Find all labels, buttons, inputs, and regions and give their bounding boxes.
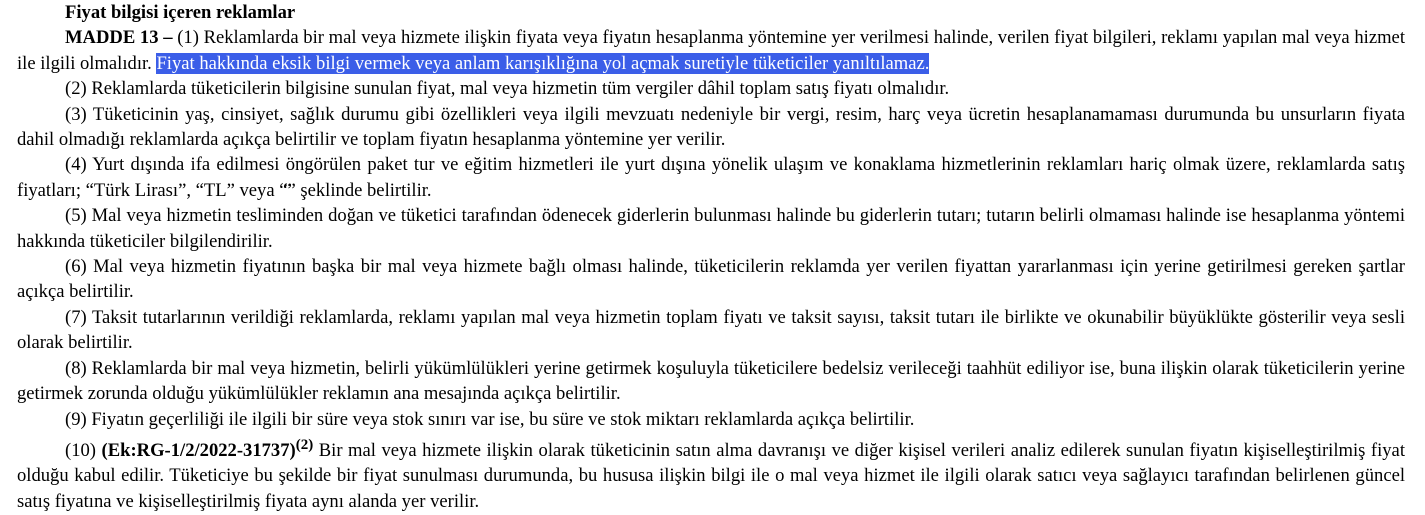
paragraph-4: (4) Yurt dışında ifa edilmesi öngörülen paket tur ve eğitim hizmetleri ile yurt dışına yönelik ulaşım ve konaklama hizmetlerinin reklamları hariç olmak üzere, reklamlarda satış fiyatları; “Türk Lirası”, “TL” veya “̈” şeklinde belirtilir. xyxy=(17,154,1405,201)
paragraph-9: (9) Fiyatın geçerliliği ile ilgili bir süre veya stok sınırı var ise, bu süre ve stok miktarı reklamlarda açıkça belirtilir. xyxy=(65,408,915,430)
paragraph-10-text: Bir mal veya hizmete ilişkin olarak tüketicinin satın alma davranışı ve diğer kişisel verileri analiz edilerek sunulan fiyatın kişiselleştirilmiş fiyat olduğu kabul edilir. Tüketiciye bu şekilde bir fiyat sunulması durumunda, bu hususa ilişkin bilgi ile o mal veya hizmet ile ilgili olarak satıcı veya sağlayıcı tarafından belirlenen güncel satış fiyatına ve kişiselleştirilmiş fiyata aynı alanda yer verilir. xyxy=(17,439,1405,512)
section-heading: Fiyat bilgisi içeren reklamlar xyxy=(65,2,296,23)
paragraph-1 xyxy=(17,25,1405,76)
paragraph-5: (5) Mal veya hizmetin tesliminden doğan ve tüketici tarafından ödenecek giderlerin bulunması halinde bu giderlerin tutarı; tutarın belirli olmaması halinde ise hesaplanma yöntemi hakkında tüketiciler bilgilendirilir. xyxy=(17,205,1405,252)
paragraph-3: (3) Tüketicinin yaş, cinsiyet, sağlık durumu gibi özellikleri veya ilgili mevzuatı nedeniyle bir vergi, resim, harç veya ücretin hesaplanamaması durumunda bu unsurların fiyata dahil olmadığı reklamlarda açıkça belirtilir ve toplam fiyatın hesaplanma yöntemine yer verilir. xyxy=(17,103,1405,151)
selected-text-highlight[interactable]: Fiyat hakkında eksik bilgi vermek veya anlam karışıklığına yol açmak suretiyle tüketiciler yanıltılamaz. xyxy=(156,52,930,74)
paragraph-2: (2) Reklamlarda tüketicilerin bilgisine sunulan fiyat, mal veya hizmetin tüm vergiler dâhil toplam satış fiyatı olmalıdır. xyxy=(65,78,950,100)
paragraph-6: (6) Mal veya hizmetin fiyatının başka bir mal veya hizmete bağlı olması halinde, tüketicilerin reklamda yer verilen fiyattan yararlanması için yerine getirilmesi gereken şartlar açıkça belirtilir. xyxy=(17,256,1405,303)
paragraph-10 xyxy=(17,438,1405,514)
paragraph-1-text: (1) Reklamlarda bir mal veya hizmete ilişkin fiyata veya fiyatın hesaplanma yöntemine yer verilmesi halinde, verilen fiyat bilgileri, reklamı yapılan mal veya hizmet ile ilgili olmalıdır. xyxy=(17,27,1405,74)
footnote-marker[interactable]: (2) xyxy=(295,436,314,453)
amendment-reference: (Ek:RG-1/2/2022-31737) xyxy=(101,439,296,461)
paragraph-8: (8) Reklamlarda bir mal veya hizmetin, belirli yükümlülükleri yerine getirmek koşuluyla tüketicilere bedelsiz verileceği taahhüt ediliyor ise, buna ilişkin olarak tüketicilerin yerine getirmek zorunda olduğu yükümlülükler reklamın ana mesajında açıkça belirtilir. xyxy=(17,357,1405,405)
article-label: MADDE 13 – xyxy=(65,27,173,49)
paragraph-10-number: (10) xyxy=(65,439,102,461)
paragraph-7: (7) Taksit tutarlarının verildiği reklamlarda, reklamı yapılan mal veya hizmetin toplam fiyatı ve taksit sayısı, taksit tutarı ile birlikte ve okunabilir büyüklükte gösterilir veya sesli olarak belirtilir. xyxy=(17,306,1405,354)
